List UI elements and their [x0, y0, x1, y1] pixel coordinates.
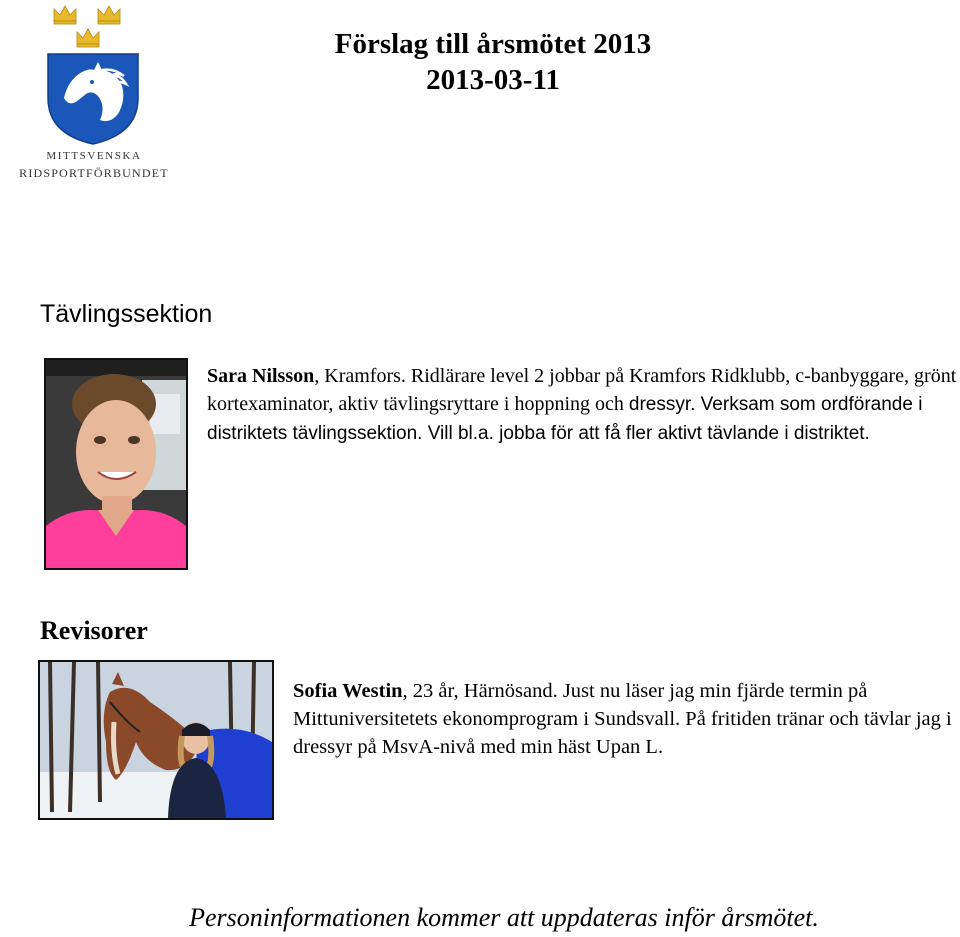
bio-text-serif: , Kramfors. Ridlärare level 2 jobbar på Kramfors Ridklubb, c-banbyggare, grönt kortexaminator, aktiv tävlingsryttare i hoppning och — [207, 365, 957, 415]
crown-icon — [54, 6, 76, 21]
person-name: Sara Nilsson — [207, 365, 315, 387]
crown-icon — [77, 29, 99, 44]
bio-sofia-westin — [293, 677, 960, 761]
portrait-photo-sara — [44, 358, 188, 570]
section-heading-auditors: Revisorer — [40, 616, 148, 645]
title-line-1: Förslag till årsmötet 2013 — [334, 28, 652, 60]
organization-logo — [2, 2, 184, 180]
org-name-line1: MITTSVENSKA — [46, 150, 142, 162]
bio-sara-nilsson — [207, 362, 957, 448]
section-heading-competition: Tävlingssektion — [40, 300, 213, 328]
crest-icon — [2, 2, 184, 152]
bio-text: , 23 år, Härnösand. Just nu läser jag min fjärde termin på Mittuniversitetets ekonomprogram i Sundsvall. På fritiden tränar och tävlar jag i dressyr på MsvA-nivå med min häst Upan L. — [293, 680, 952, 758]
title-date: 2013-03-11 — [426, 64, 560, 96]
bio-text-sans: dressyr. Verksam som ordförande i distriktets tävlingssektion. Vill bl.a. jobba för att få fler aktivt tävlande i distriktet. — [207, 394, 923, 444]
shield-icon — [48, 54, 138, 144]
page-title — [300, 26, 686, 98]
person-name: Sofia Westin — [293, 680, 403, 702]
crown-icon — [98, 6, 120, 21]
portrait-photo-sofia — [38, 660, 274, 820]
footer-note: Personinformationen kommer att uppdateras inför årsmötet. — [189, 903, 819, 932]
org-name-line2: RIDSPORTFÖRBUNDET — [19, 166, 169, 180]
